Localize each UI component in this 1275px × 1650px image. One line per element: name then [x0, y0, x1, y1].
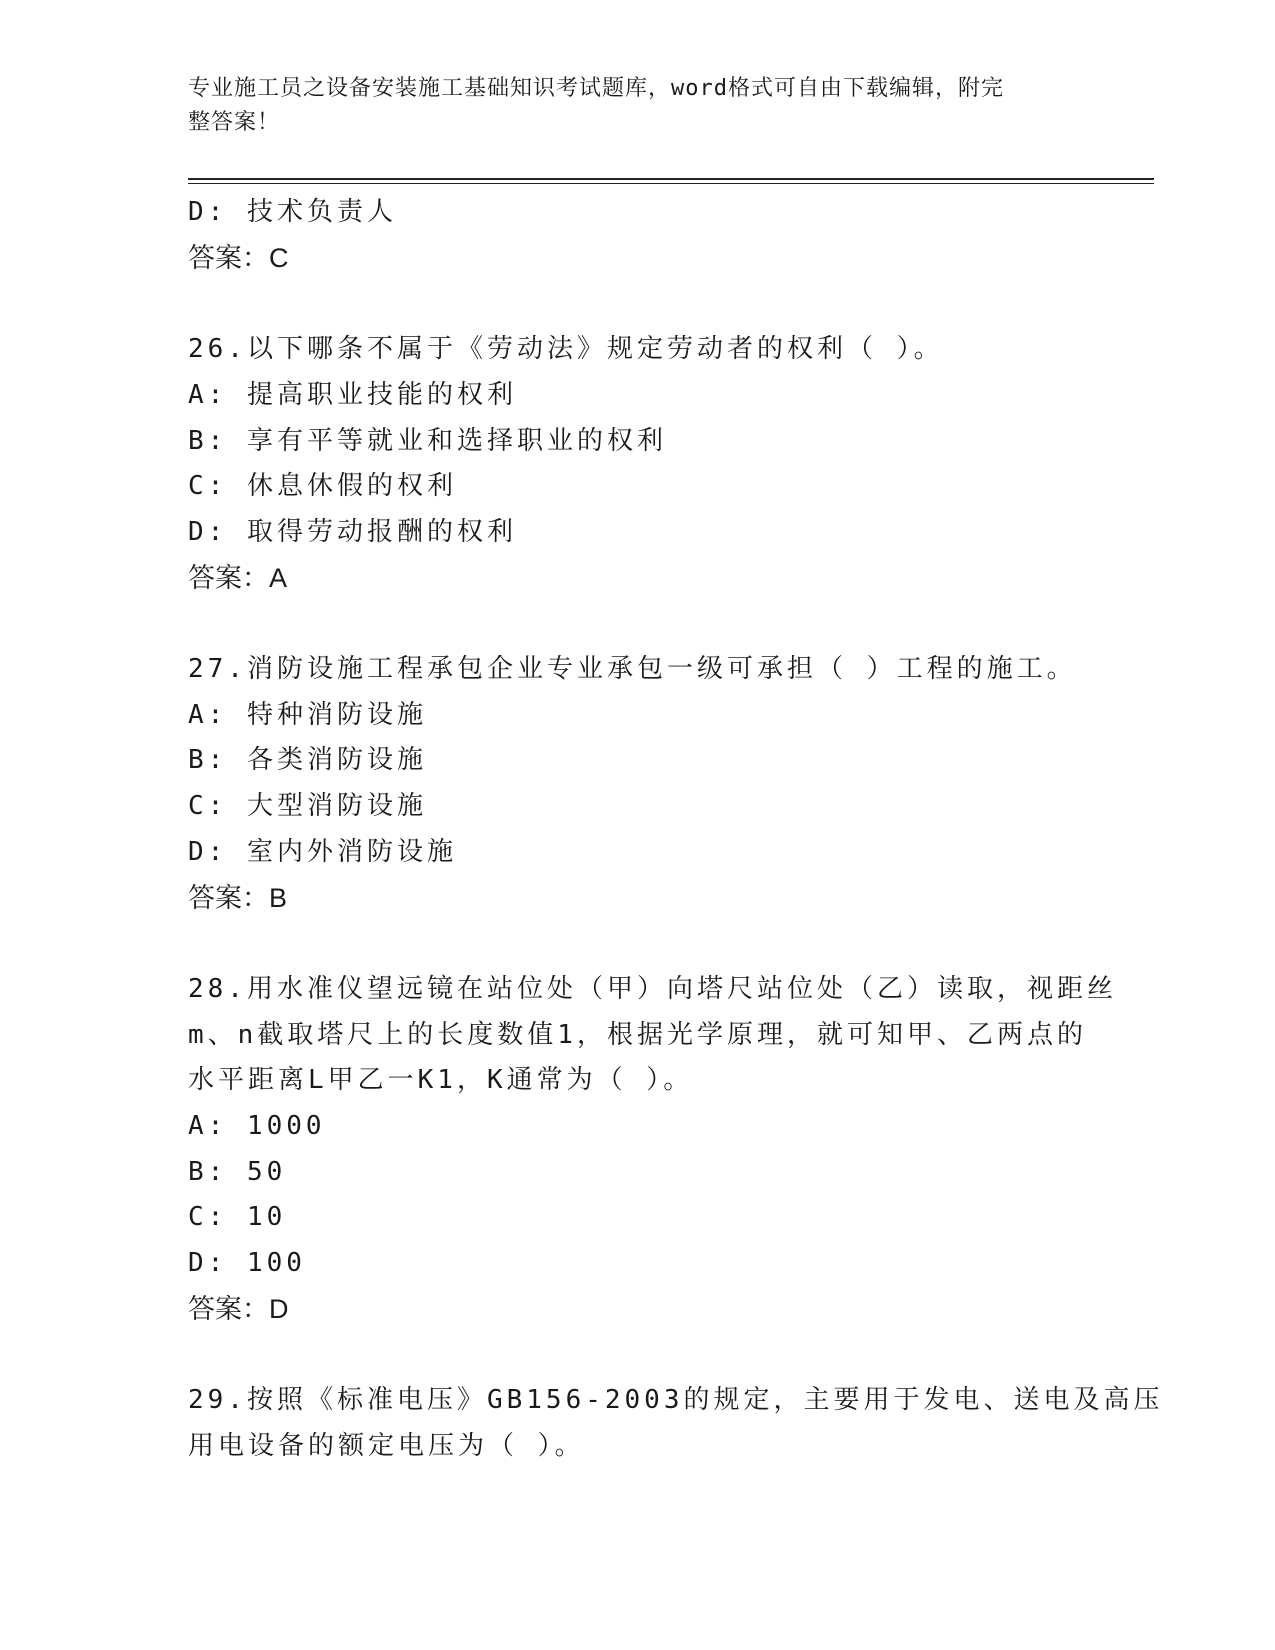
question-text-line-1: 29.按照《标准电压》GB156-2003的规定，主要用于发电、送电及高压	[188, 1385, 1164, 1416]
question-text-line-1: 28.用水准仪望远镜在站位处（甲）向塔尺站位处（乙）读取，视距丝	[188, 973, 1117, 1004]
question-text-line-2: 用电设备的额定电压为（ ）。	[188, 1430, 585, 1461]
question-text: 26.以下哪条不属于《劳动法》规定劳动者的权利（ ）。	[188, 334, 944, 365]
question-28	[188, 967, 1117, 1333]
option-b: B: 50	[188, 1156, 287, 1187]
spacer	[188, 281, 1108, 327]
question-text: 27.消防设施工程承包企业专业承包一级可承担（ ）工程的施工。	[188, 654, 1077, 684]
spacer	[188, 921, 1108, 967]
option-a: A: 提高职业技能的权利	[188, 379, 517, 410]
header-line-1: 专业施工员之设备安装施工基础知识考试题库，word格式可自由下载编辑，附完	[188, 76, 1004, 101]
option-c: C: 休息休假的权利	[188, 471, 457, 502]
option-b: B: 各类消防设施	[188, 745, 427, 776]
question-list	[188, 190, 1164, 1470]
option-a: A: 特种消防设施	[188, 699, 427, 730]
spacer	[188, 1333, 1108, 1379]
question-text-line-3: 水平距离L甲乙一K1，K通常为（ ）。	[188, 1065, 694, 1096]
header-divider-thin	[188, 183, 1154, 184]
option-b: B: 享有平等就业和选择职业的权利	[188, 425, 667, 456]
header-divider-thick	[188, 178, 1154, 180]
option-d: D: 室内外消防设施	[188, 836, 457, 867]
spacer	[188, 601, 1108, 647]
header-line-2: 整答案！	[188, 110, 281, 135]
option-a: A: 1000	[188, 1111, 326, 1142]
answer-label: 答案：B	[188, 882, 288, 913]
question-text-line-2: m、n截取塔尺上的长度数值1，根据光学原理，就可知甲、乙两点的	[188, 1019, 1087, 1050]
question-29	[188, 1378, 1164, 1469]
option-d: D: 100	[188, 1248, 306, 1279]
answer-label: 答案：A	[188, 562, 288, 593]
question-26	[188, 327, 1108, 601]
option-d: D: 技术负责人	[188, 197, 397, 227]
option-c: C: 大型消防设施	[188, 791, 427, 822]
document-header	[188, 72, 1068, 140]
answer-label: 答案：D	[188, 1293, 289, 1324]
option-c: C: 10	[188, 1202, 287, 1233]
question-27	[188, 647, 1108, 921]
question-25-tail	[188, 190, 1108, 281]
option-d: D: 取得劳动报酬的权利	[188, 516, 517, 547]
answer-label: 答案：C	[188, 242, 289, 273]
